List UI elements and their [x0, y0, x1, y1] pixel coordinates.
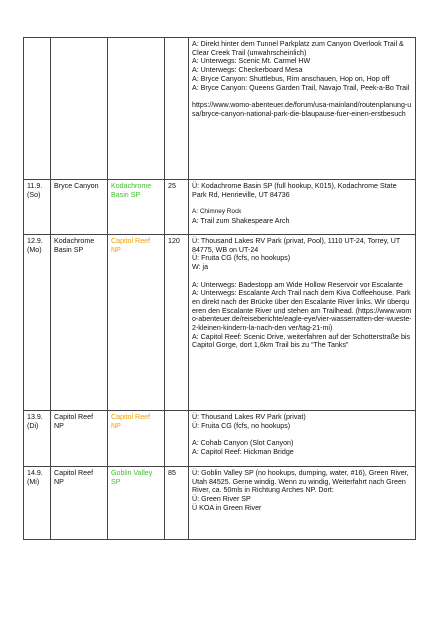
note-line: A: Capitol Reef: Scenic Drive, weiterfahren auf der Schotterstraße bis Capitol Gorge, dort 1,6km Trail bis zu “The Tanks” — [192, 332, 413, 350]
from-cell — [51, 38, 108, 180]
itinerary-table — [23, 37, 416, 540]
table-row — [24, 411, 416, 467]
to-cell: Goblin Valley SP — [108, 467, 165, 540]
table-row — [24, 467, 416, 540]
note-line: Ü: Fruita CG (fcfs, no hookups) — [192, 254, 291, 263]
to-cell: Capitol Reef NP — [108, 235, 165, 411]
itinerary-rows — [24, 38, 416, 540]
to-cell: Kodachrome Basin SP — [108, 180, 165, 235]
note-line: Ü: Kodachrome Basin SP (full hookup, K015), Kodachrome State Park Rd, Henrieville, UT 84736 — [192, 182, 399, 199]
distance-cell — [165, 38, 189, 180]
note-gap — [192, 430, 412, 439]
date-cell: 11.9. (So) — [24, 180, 51, 235]
note-line: A: Unterwegs: Checkerboard Mesa — [192, 66, 303, 75]
notes-cell — [189, 180, 416, 235]
table-row — [24, 38, 416, 180]
note-line: A: Bryce Canyon: Shuttlebus, Rim anschauen, Hop on, Hop off — [192, 74, 390, 83]
note-line: Ü: Green River SP — [192, 495, 251, 504]
note-gap — [192, 199, 412, 208]
note-gap — [192, 92, 412, 101]
note-gap — [192, 272, 412, 281]
notes-cell — [189, 467, 416, 540]
from-cell: Capitol Reef NP — [51, 411, 108, 467]
note-line: A: Cohab Canyon (Slot Canyon) — [192, 439, 294, 448]
note-line: A: Direkt hinter dem Tunnel Parkplatz zum Canyon Overlook Trail & Clear Creek Trail (unwahrscheinlich) — [192, 40, 406, 57]
note-line: Ü: Goblin Valley SP (no hookups, dumping, water, #16), Green River, Utah 84525. Gerne windig. Wenn zu windig, Weiterfahrt nach Green River, ca. 50mls in Richtung Arches NP. Dort: — [192, 469, 411, 495]
notes-cell — [189, 411, 416, 467]
to-cell: Capitol Reef NP — [108, 411, 165, 467]
note-line: Ü KOA in Green River — [192, 503, 262, 512]
note-line: A: Bryce Canyon: Queens Garden Trail, Navajo Trail, Peek-a-Bo Trail — [192, 83, 410, 92]
date-cell: 13.9. (Di) — [24, 411, 51, 467]
distance-cell: 25 — [165, 180, 189, 235]
note-line: A: Unterwegs: Scenic Mt. Carmel HW — [192, 57, 311, 66]
date-cell: 14.9. (Mi) — [24, 467, 51, 540]
notes-cell — [189, 235, 416, 411]
note-line: A: Unterwegs: Badestopp am Wide Hollow Reservoir vor Escalante — [192, 280, 403, 289]
note-line: A: Trail zum Shakespeare Arch — [192, 216, 290, 225]
table-row — [24, 235, 416, 411]
note-line: Ü: Fruita CG (fcfs, no hookups) — [192, 421, 291, 430]
notes-cell — [189, 38, 416, 180]
note-line: A: Unterwegs: Escalante Arch Trail nach dem Kiva Coffeehouse. Parken direkt nach der Brücke über den Escalante River links. Wir überqueren den Escalante River und stehen am Trailhead. (https://www.womo-abenteuer.de/reiseberichte/eagle-eye/vier-wasserratten-der-wueste-2-kleinen-kindern-la-nach-den ver/tag-21-mi) — [192, 289, 412, 333]
note-line: W: ja — [192, 263, 209, 272]
note-line: A: Capitol Reef: Hickman Bridge — [192, 447, 294, 456]
note-line: Ü: Thousand Lakes RV Park (privat) — [192, 413, 306, 421]
to-cell — [108, 38, 165, 180]
from-cell: Bryce Canyon — [51, 180, 108, 235]
from-cell: Capitol Reef NP — [51, 467, 108, 540]
date-cell: 12.9. (Mo) — [24, 235, 51, 411]
distance-cell: 85 — [165, 467, 189, 540]
from-cell: Kodachrome Basin SP — [51, 235, 108, 411]
note-line: A: Chimney Rock — [192, 208, 242, 216]
note-line: Ü: Thousand Lakes RV Park (privat, Pool), 1110 UT-24, Torrey, UT 84775, WB on UT-24 — [192, 237, 403, 254]
table-row — [24, 180, 416, 235]
distance-cell — [165, 411, 189, 467]
distance-cell: 120 — [165, 235, 189, 411]
note-link[interactable]: https://www.womo-abenteuer.de/forum/usa-mainland/routenplanung-usa/bryce-canyon-national-park-die-blaupause-fuer-einen-erstbesuch — [192, 100, 412, 118]
date-cell — [24, 38, 51, 180]
